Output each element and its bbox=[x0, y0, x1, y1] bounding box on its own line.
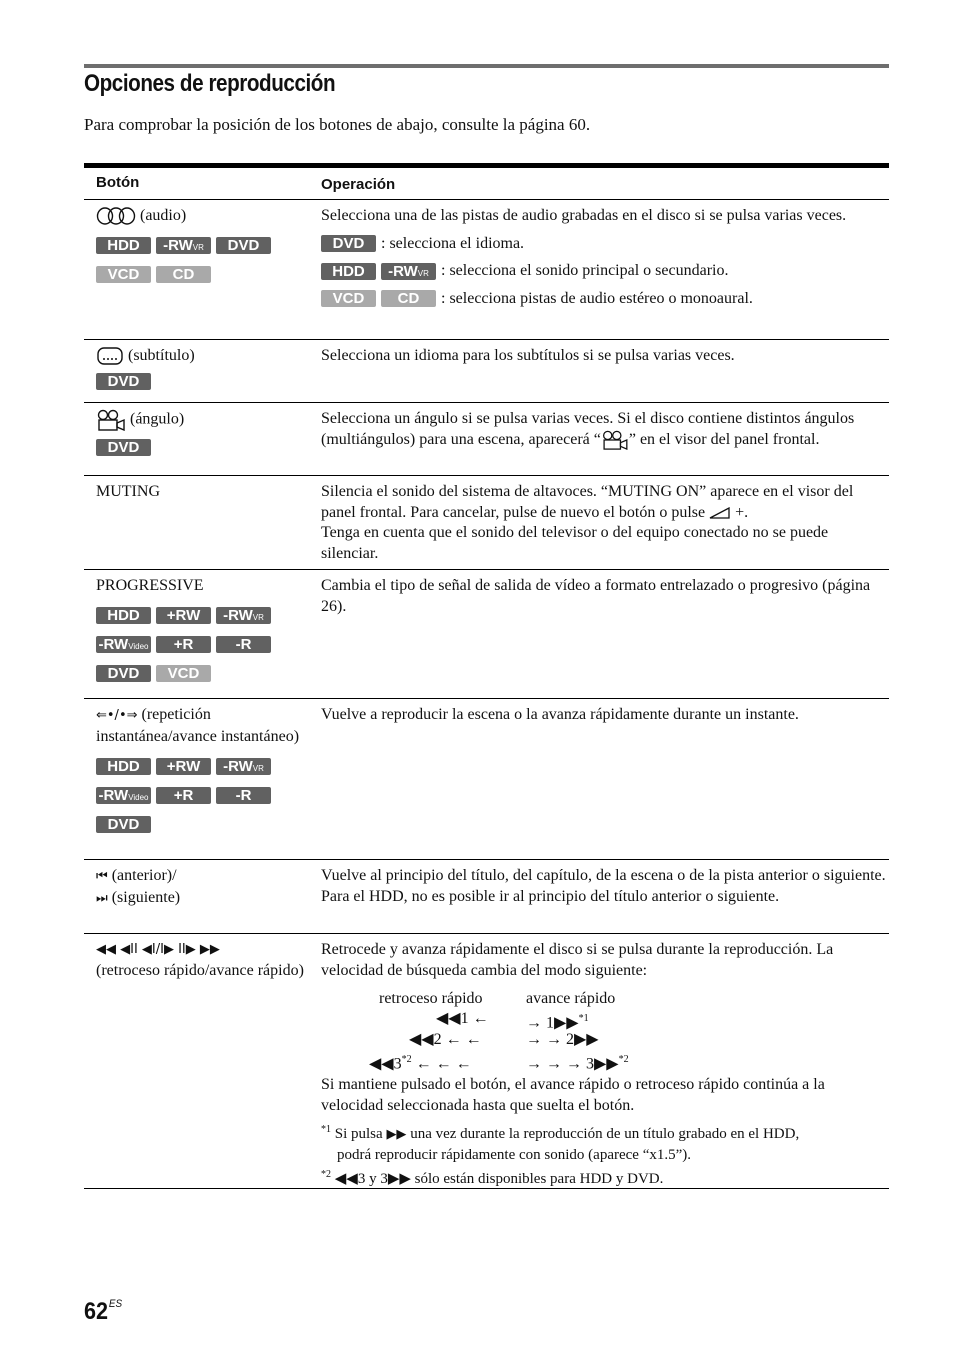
badge-hdd: HDD bbox=[321, 263, 376, 280]
badge-dvd: DVD bbox=[96, 665, 151, 682]
title-rule bbox=[84, 64, 889, 68]
replay-label: (repetición instantánea/avance instantáneo) bbox=[96, 706, 300, 745]
volume-icon bbox=[709, 504, 731, 521]
rewind-header: retroceso rápido bbox=[379, 990, 483, 1007]
replay-advance-icon: ⇐•/•⇒ bbox=[96, 708, 138, 723]
audio-line-1: : selecciona el idioma. bbox=[381, 234, 525, 252]
badge-rwvr: -RWVR bbox=[381, 263, 436, 280]
badge-rwvr: -RWVR bbox=[216, 607, 271, 624]
page-title: Opciones de reproducción bbox=[84, 70, 336, 97]
badge-vcd: VCD bbox=[321, 290, 376, 307]
badge-dvd: DVD bbox=[321, 235, 376, 252]
forward-speed-2: → → 2▶▶ bbox=[526, 1031, 599, 1048]
footnote-1-cont: podrá reproducir rápidamente con sonido (aparece “x1.5”). bbox=[337, 1147, 692, 1163]
angle-description: Selecciona un ángulo si se pulsa varias veces. Si el disco contiene distintos ángulos (multiángulos) para una escena, aparecerá “ ” en el visor del panel frontal. bbox=[321, 410, 855, 448]
rewind-speed-3: ◀◀3$^{*2}$ ← ← ← bbox=[369, 1054, 472, 1073]
audio-label: (audio) bbox=[140, 207, 187, 224]
forward-speed-3: → → → 3▶▶$^{*2}$ bbox=[526, 1054, 629, 1073]
badge-plusr: +R bbox=[156, 787, 211, 804]
rewind-speed-2: ◀◀2 ← ← bbox=[409, 1031, 482, 1048]
subtitle-label: (subtítulo) bbox=[128, 347, 195, 364]
badge-dvd: DVD bbox=[96, 816, 151, 833]
badge-cd: CD bbox=[156, 266, 211, 283]
footnote-1: $^{*1}$ Si pulsa ▶▶ una vez durante la reproducción de un título grabado en el HDD, bbox=[321, 1124, 800, 1142]
page-number: $62^{ES}$ bbox=[84, 1298, 123, 1325]
badge-cd: CD bbox=[381, 290, 436, 307]
next-icon: ⏭ bbox=[96, 890, 108, 906]
badge-hdd: HDD bbox=[96, 607, 151, 624]
badge-minusr: -R bbox=[216, 636, 271, 653]
badge-plusrw: +RW bbox=[156, 758, 211, 775]
badge-rwvr: -RWVR bbox=[156, 237, 211, 254]
angle-icon bbox=[96, 411, 126, 428]
prev-next-description-1: Vuelve al principio del título, del capítulo, de la escena o de la pista anterior o siguiente. bbox=[321, 867, 886, 884]
badge-hdd: HDD bbox=[96, 758, 151, 775]
next-label: (siguiente) bbox=[111, 888, 181, 906]
table-row-audio bbox=[84, 200, 889, 340]
badge-rwvideo: -RWVideo bbox=[96, 636, 151, 653]
speed-diagram bbox=[321, 989, 886, 1075]
table-row-progressive bbox=[84, 570, 889, 699]
badge-dvd: DVD bbox=[96, 439, 151, 456]
col-operation-header: Operación bbox=[321, 176, 396, 193]
angle-icon bbox=[601, 431, 629, 448]
table-row-muting bbox=[84, 476, 889, 570]
badge-hdd: HDD bbox=[96, 237, 151, 254]
table-header bbox=[84, 168, 889, 200]
table-row-prev-next bbox=[84, 860, 889, 934]
badge-dvd: DVD bbox=[216, 237, 271, 254]
progressive-label: PROGRESSIVE bbox=[96, 577, 204, 594]
muting-label: MUTING bbox=[96, 483, 160, 500]
scan-slow-icons: ◀◀ ◀II ◀I/I▶ II▶ ▶▶ bbox=[96, 942, 220, 957]
table-row-angle bbox=[84, 403, 889, 476]
replay-description: Vuelve a reproducir la escena o la avanza rápidamente durante un instante. bbox=[321, 706, 799, 723]
subtitle-icon bbox=[96, 347, 124, 364]
table-row-subtitle bbox=[84, 340, 889, 403]
audio-description: Selecciona una de las pistas de audio grabadas en el disco si se pulsa varias veces. bbox=[321, 207, 847, 224]
previous-label: (anterior)/ bbox=[111, 867, 177, 884]
previous-icon: ⏮ bbox=[96, 869, 108, 884]
angle-label: (ángulo) bbox=[130, 410, 185, 428]
badge-plusr: +R bbox=[156, 636, 211, 653]
forward-header: avance rápido bbox=[526, 990, 616, 1007]
muting-description: Silencia el sonido del sistema de altavoces. “MUTING ON” aparece en el visor del panel frontal. Para cancelar, pulse de nuevo el botón o pulse +. Tenga en cuenta que el sonido del televisor o del equipo conectado no se puede silenciar. bbox=[321, 483, 854, 562]
rewind-speed-1: ◀◀1 ← bbox=[436, 1010, 489, 1027]
table-row-scan bbox=[84, 934, 889, 1189]
options-table bbox=[84, 163, 889, 1189]
table-row-replay bbox=[84, 699, 889, 860]
forward-speed-1: → 1▶▶$^{*1}$ bbox=[526, 1013, 589, 1032]
badge-dvd: DVD bbox=[96, 373, 151, 390]
intro-text: Para comprobar la posición de los botones de abajo, consulte la página 60. bbox=[84, 115, 591, 134]
scan-hold-text: Si mantiene pulsado el botón, el avance rápido o retroceso rápido continúa a la velocidad seleccionada hasta que suelta el botón. bbox=[321, 1076, 825, 1114]
prev-next-description-2: Para el HDD, no es posible ir al principio del título anterior o siguiente. bbox=[321, 887, 780, 905]
footnote-2: $^{*2}$ ◀◀3 y 3▶▶ sólo están disponibles para HDD y DVD. bbox=[321, 1169, 664, 1187]
badge-rwvr: -RWVR bbox=[216, 758, 271, 775]
audio-line-3: : selecciona pistas de audio estéreo o monoaural. bbox=[441, 289, 753, 307]
audio-line-2: : selecciona el sonido principal o secundario. bbox=[441, 262, 729, 279]
audio-icon bbox=[96, 207, 136, 224]
col-button-header: Botón bbox=[96, 174, 140, 191]
progressive-description: Cambia el tipo de señal de salida de vídeo a formato entrelazado o progresivo (página 26). bbox=[321, 577, 871, 615]
badge-rwvideo: -RWVideo bbox=[96, 787, 151, 804]
badge-plusrw: +RW bbox=[156, 607, 211, 624]
badge-minusr: -R bbox=[216, 787, 271, 804]
subtitle-description: Selecciona un idioma para los subtítulos si se pulsa varias veces. bbox=[321, 347, 735, 364]
scan-description: Retrocede y avanza rápidamente el disco si se pulsa durante la reproducción. La velocidad de búsqueda cambia del modo siguiente: bbox=[321, 941, 834, 979]
scan-label: (retroceso rápido/avance rápido) bbox=[96, 961, 304, 979]
badge-vcd: VCD bbox=[156, 665, 211, 682]
badge-vcd: VCD bbox=[96, 266, 151, 283]
